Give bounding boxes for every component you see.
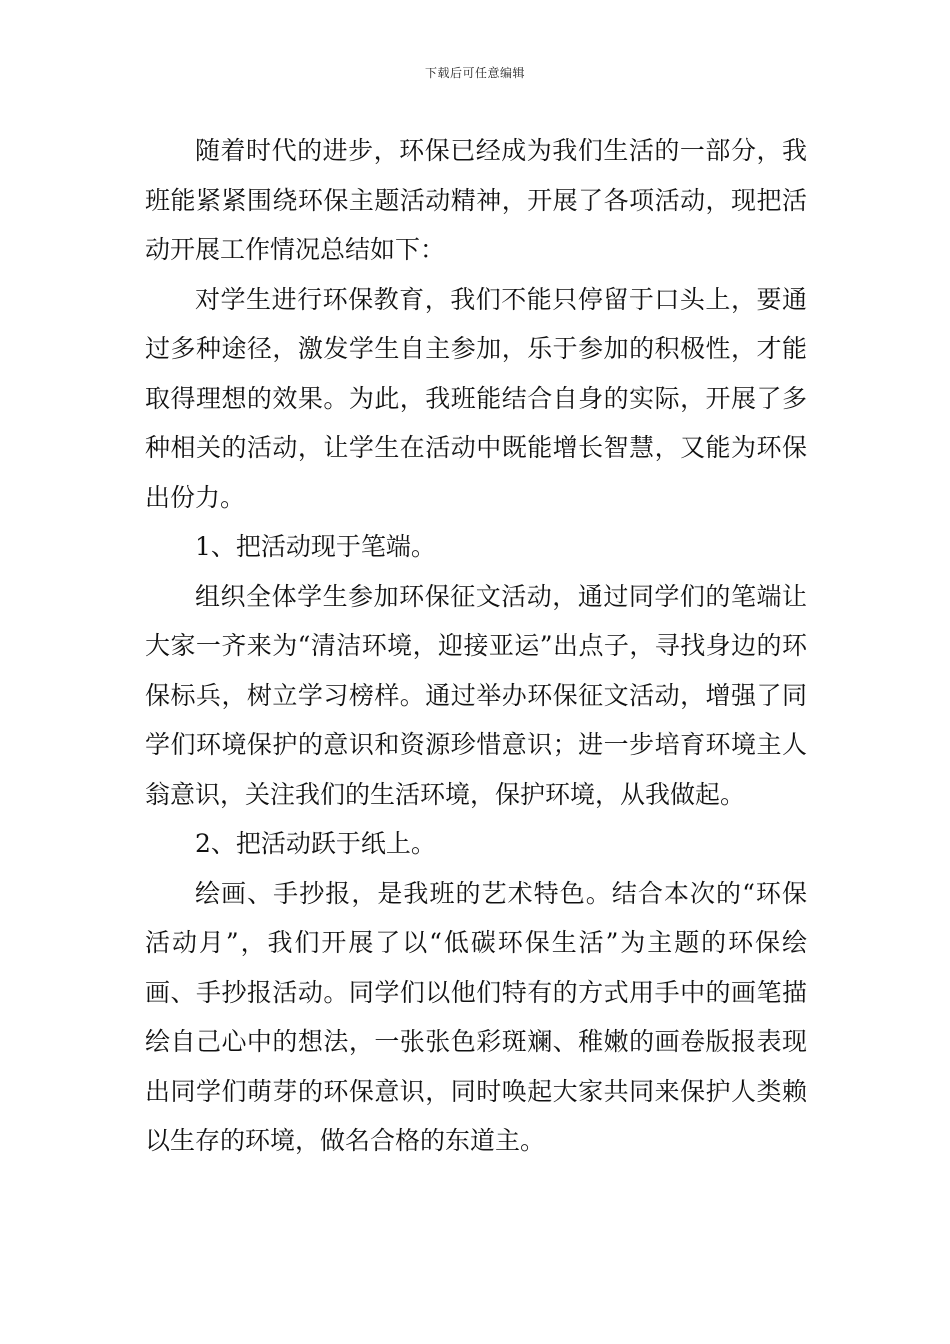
section-heading-1: 1、把活动现于笔端。 xyxy=(195,532,436,561)
paragraph-essay-activity: 组织全体学生参加环保征文活动，通过同学们的笔端让大家一齐来为“清洁环境，迎接亚运”出点子，寻找身边的环保标兵，树立学习榜样。通过举办环保征文活动，增强了同学们环境保护的意识和资源珍惜意识；进一步培育环境主人翁意识，关注我们的生活环境，保护环境，从我做起。 xyxy=(145,581,807,809)
paragraph-education: 对学生进行环保教育，我们不能只停留于口头上，要通过多种途径，激发学生自主参加，乐于参加的积极性，才能取得理想的效果。为此，我班能结合自身的实际，开展了多种相关的活动，让学生在活动中既能增长智慧，又能为环保出份力。 xyxy=(145,284,807,512)
paragraph-drawing-activity: 绘画、手抄报，是我班的艺术特色。结合本次的“环保活动月”，我们开展了以“低碳环保生活”为主题的环保绘画、手抄报活动。同学们以他们特有的方式用手中的画笔描绘自己心中的想法，一张张色彩斑斓、稚嫩的画卷版报表现出同学们萌芽的环保意识，同时唤起大家共同来保护人类赖以生存的环境，做名合格的东道主。 xyxy=(145,878,807,1155)
section-heading-2: 2、把活动跃于纸上。 xyxy=(195,829,436,858)
paragraph-intro: 随着时代的进步，环保已经成为我们生活的一部分，我班能紧紧围绕环保主题活动精神，开展了各项活动，现把活动开展工作情况总结如下： xyxy=(145,136,807,264)
page-header: 下载后可任意编辑 xyxy=(424,66,525,80)
document-body xyxy=(145,126,807,1166)
